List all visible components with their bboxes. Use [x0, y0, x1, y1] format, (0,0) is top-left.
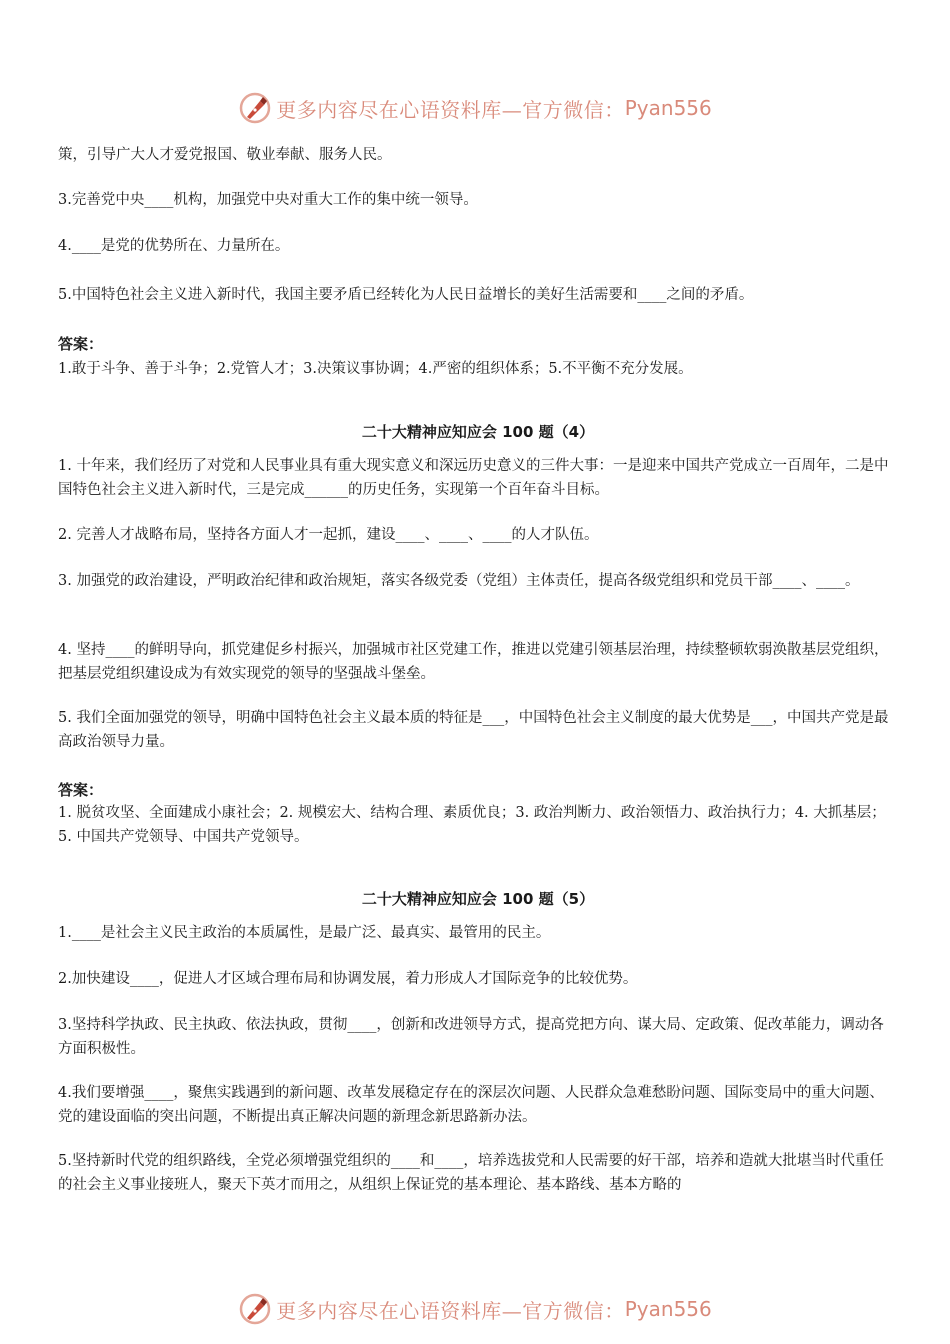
continuation-text: 策，引导广大人才爱党报国、敬业奉献、服务人民。	[58, 147, 392, 163]
watermark-banner-bottom	[0, 1289, 950, 1329]
section-title: 二十大精神应知应会 100 题（4）	[361, 423, 595, 441]
question-3: 3.完善党中央____机构，加强党中央对重大工作的集中统一领导。	[58, 192, 478, 208]
question-4: 4.我们要增强____，聚焦实践遇到的新问题、改革发展稳定存在的深层次问题、人民群众急难愁盼问题、国际变局中的重大问题、党的建设面临的突出问题，不断提出真正解决问题的新理念新思路新办法。	[58, 1085, 884, 1125]
question-5: 5. 我们全面加强党的领导，明确中国特色社会主义最本质的特征是___，中国特色社会主义制度的最大优势是___，中国共产党是最高政治领导力量。	[58, 710, 889, 750]
question-4: 4. 坚持____的鲜明导向，抓党建促乡村振兴，加强城市社区党建工作，推进以党建引领基层治理，持续整顿软弱涣散基层党组织，把基层党组织建设成为有效实现党的领导的坚强战斗堡垒。	[58, 642, 889, 682]
pen-nib-logo-icon	[238, 91, 272, 125]
question-3: 3.坚持科学执政、民主执政、依法执政，贯彻____，创新和改进领导方式，提高党把方向、谋大局、定政策、促改革能力，调动各方面积极性。	[58, 1017, 884, 1057]
question-2: 2. 完善人才战略布局，坚持各方面人才一起抓，建设____、____、____的人才队伍。	[58, 527, 599, 543]
question-5: 5.中国特色社会主义进入新时代，我国主要矛盾已经转化为人民日益增长的美好生活需要和____之间的矛盾。	[58, 287, 754, 303]
question-1: 1. 十年来，我们经历了对党和人民事业具有重大现实意义和深远历史意义的三件大事：一是迎来中国共产党成立一百周年，二是中国特色社会主义进入新时代，三是完成______的历史任务，实现第一个百年奋斗目标。	[58, 458, 889, 498]
answer-label: 答案：	[58, 781, 104, 799]
question-2: 2.加快建设____，促进人才区域合理布局和协调发展，着力形成人才国际竞争的比较优势。	[58, 971, 638, 987]
answer-text: 1. 脱贫攻坚、全面建成小康社会；2. 规模宏大、结构合理、素质优良；3. 政治判断力、政治领悟力、政治执行力；4. 大抓基层；5. 中国共产党领导、中国共产党领导。	[58, 805, 886, 845]
question-4: 4.____是党的优势所在、力量所在。	[58, 238, 290, 254]
question-5: 5.坚持新时代党的组织路线，全党必须增强党组织的____和____，培养选拔党和人民需要的好干部，培养和造就大批堪当时代重任的社会主义事业接班人，聚天下英才而用之，从组织上保证党的基本理论、基本路线、基本方略的	[58, 1153, 884, 1193]
watermark-text: 更多内容尽在心语资料库—官方微信：	[276, 1298, 625, 1323]
watermark-id: Pyan556	[624, 96, 712, 120]
watermark-id: Pyan556	[624, 1297, 712, 1321]
section-title: 二十大精神应知应会 100 题（5）	[361, 890, 595, 908]
answer-label: 答案：	[58, 335, 104, 353]
question-1: 1.____是社会主义民主政治的本质属性，是最广泛、最真实、最管用的民主。	[58, 925, 551, 941]
answer-text: 1.敢于斗争、善于斗争；2.党管人才；3.决策议事协调；4.严密的组织体系；5.不平衡不充分发展。	[58, 361, 693, 377]
watermark-text: 更多内容尽在心语资料库—官方微信：	[276, 97, 625, 122]
watermark-banner-top	[0, 88, 950, 128]
question-3: 3. 加强党的政治建设，严明政治纪律和政治规矩，落实各级党委（党组）主体责任，提高各级党组织和党员干部____、____。	[58, 573, 860, 589]
pen-nib-logo-icon	[238, 1292, 272, 1326]
